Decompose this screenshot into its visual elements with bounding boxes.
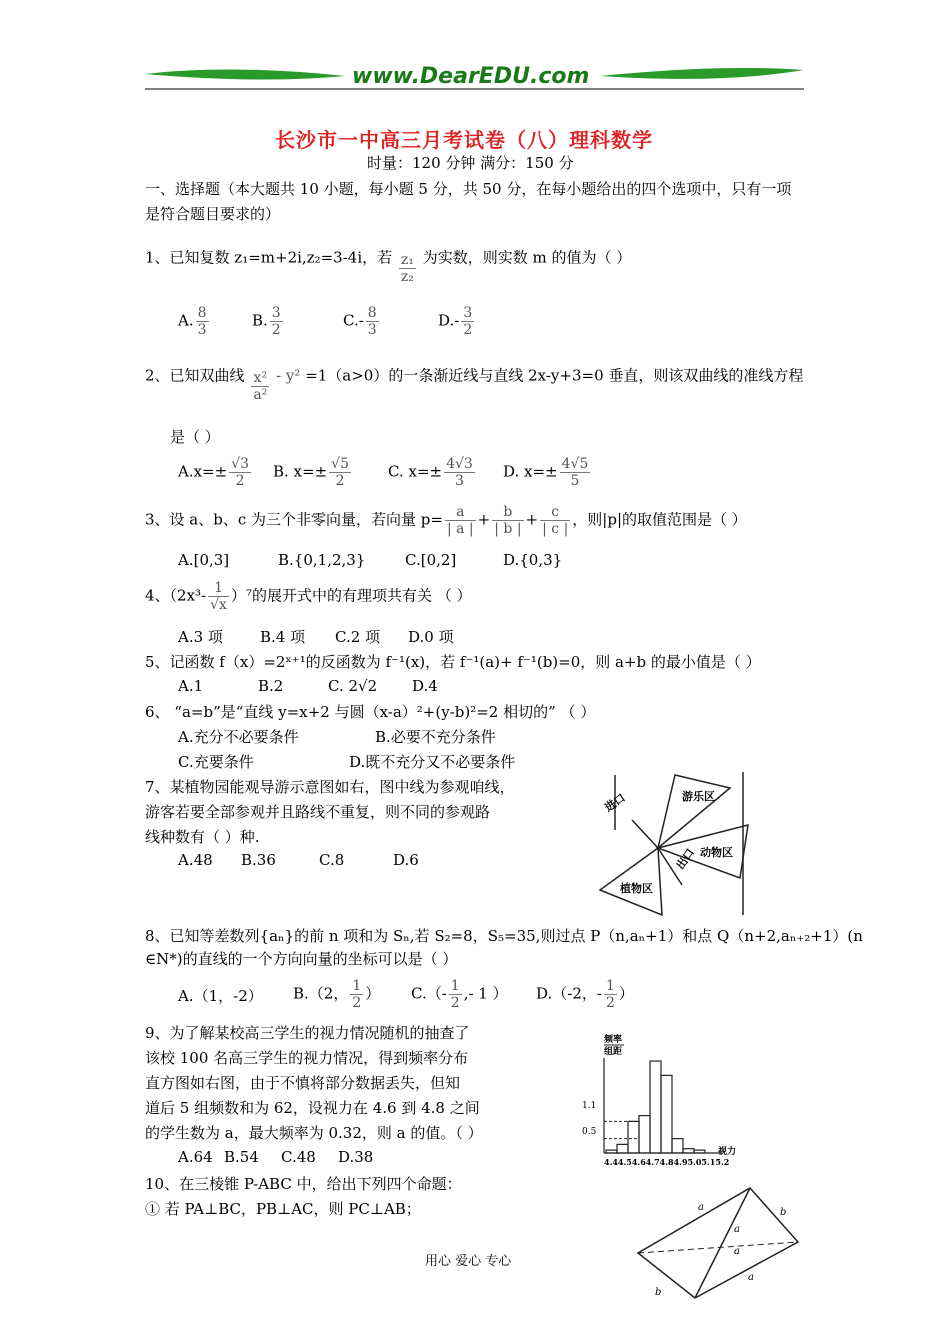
q9-option-b: B.54 [224, 1148, 259, 1166]
hist-ytick-0.5: 0.5 [582, 1127, 597, 1137]
q7-plant-label: 植物区 [620, 882, 653, 895]
page-footer: 用心 爱心 专心 [425, 1254, 512, 1269]
q9-option-c: C.48 [281, 1148, 316, 1166]
q6-option-b: B.必要不充分条件 [375, 728, 496, 746]
header-logo-text[interactable]: www.DearEDU.com [352, 64, 590, 89]
q7-line2: 游客若要全部参观并且路线不重复，则不同的参观路 [145, 803, 491, 821]
hist-xlabel: 视力 [718, 1147, 737, 1157]
q1-option-c: C.- $\frac{8}{3}$ [343, 305, 377, 338]
q10-label-a3: a [734, 1246, 740, 1257]
q10-label-a4: a [748, 1272, 754, 1283]
q2-fraction: $\frac{\text{x²}}{\text{a²}}$ [253, 370, 268, 403]
q3-option-a: A.[0,3] [178, 551, 230, 569]
q7-option-c: C.8 [319, 851, 345, 869]
section1-line1: 一、选择题（本大题共 10 小题，每小题 5 分，共 50 分，在每小题给出的四个选项中，只有一项 [145, 180, 792, 198]
q7-park-label: 游乐区 [682, 790, 715, 803]
q5-option-d: D.4 [412, 677, 438, 695]
q7-line3: 线种数有（ ）种. [145, 828, 260, 846]
q2-option-d: D. x=± $\frac{4√5}{5}$ [503, 456, 589, 489]
page-subtitle: 时量：120 分钟 满分：150 分 [367, 154, 574, 172]
q10-label-a2: a [734, 1224, 740, 1235]
q3-option-c: C.[0,2] [405, 551, 457, 569]
header-right-swoosh [600, 68, 804, 79]
q10-line2: ① 若 PA⊥BC，PB⊥AC，则 PC⊥AB； [145, 1200, 421, 1218]
q10-label-a1: a [698, 1202, 704, 1213]
q9-line1: 9、为了解某校高三学生的视力情况随机的抽查了 [145, 1024, 470, 1042]
q5-option-c: C. 2√2 [328, 677, 378, 695]
q8-line1: 8、已知等差数列{aₙ}的前 n 项和为 Sₙ,若 S₂=8，S₅=35,则过点 P（n,aₙ+1）和点 Q（n+2,aₙ₊₂+1）(n [145, 927, 863, 945]
q8-option-a: A.（1，-2） [178, 987, 263, 1005]
q2-option-a: A.x=± $\frac{√3}{2}$ [178, 456, 250, 489]
q7-exit-label: 出口 [673, 846, 698, 872]
q6-stem: 6、 “a=b”是“直线 y=x+2 与圆（x-a）²+(y-b)²=2 相切的” （ ） [145, 703, 596, 721]
q4-option-d: D.0 项 [408, 628, 454, 646]
q3-stem: 3、设 a、b、c 为三个非零向量，若向量 p= $\frac{a}{| a |}$ + $\frac{b}{| b |}$ + $\frac{c}{| c |}$ ，则|p|的取值范围是（ ） [145, 504, 747, 537]
q4-option-b: B.4 项 [260, 628, 306, 646]
q7-option-b: B.36 [241, 851, 276, 869]
q10-tetrahedron-figure [630, 1180, 810, 1305]
q4-option-a: A.3 项 [178, 628, 223, 646]
q8-option-d: D.（-2，- $\frac{1}{2}$ ） [536, 978, 634, 1011]
q9-line5: 的学生数为 a，最大频率为 0.32，则 a 的值。（ ） [145, 1124, 483, 1142]
q3-option-d: D.{0,3} [503, 551, 563, 569]
q1-option-d: D.- $\frac{3}{2}$ [438, 305, 473, 338]
q6-option-c: C.充要条件 [178, 753, 254, 771]
q7-animal-label: 动物区 [700, 846, 733, 859]
hist-bar-5.1 [683, 1149, 694, 1153]
q8-option-b: B.（2， $\frac{1}{2}$ ） [293, 978, 381, 1011]
q8-option-c: C.（- $\frac{1}{2}$ ,- 1 ） [411, 978, 508, 1011]
q1-option-a: A. $\frac{8}{3}$ [178, 305, 207, 338]
hist-bar-4.5 [617, 1144, 628, 1153]
hist-ylabel-top: 频率 [604, 1035, 623, 1045]
q4-option-c: C.2 项 [335, 628, 381, 646]
q7-entrance-path [632, 820, 658, 848]
hist-ytick-1.1: 1.1 [582, 1101, 597, 1111]
q10-label-b2: b [655, 1287, 662, 1298]
q9-line3: 直方图如右图，由于不慎将部分数据丢失，但知 [145, 1074, 461, 1092]
q5-stem: 5、记函数 f（x）=2ˣ⁺¹的反函数为 f⁻¹(x)，若 f⁻¹(a)+ f⁻¹(b)=0，则 a+b 的最小值是（ ） [145, 653, 761, 671]
q4-stem: 4、（2x³- $\frac{1}{√x}$ ）⁷的展开式中的有理项共有关 （ ） [145, 580, 472, 613]
hist-bar-4.8 [650, 1061, 661, 1153]
q5-option-b: B.2 [258, 677, 284, 695]
q9-histogram [572, 1030, 737, 1170]
q9-line2: 该校 100 名高三学生的视力情况，得到频率分布 [145, 1049, 469, 1067]
q1-pre: 1、已知复数 z₁=m+2i,z₂=3-4i，若 [145, 248, 393, 267]
header-left-swoosh [145, 69, 345, 79]
q7-line1: 7、某植物园能观导游示意图如右，图中线为参观咱线， [145, 778, 515, 796]
hist-bar-4.4 [606, 1150, 617, 1153]
q1-frac-den: z₂ [400, 269, 414, 285]
q10-outline [638, 1188, 798, 1298]
hist-bar-4.6 [628, 1121, 639, 1153]
q3-option-b: B.{0,1,2,3} [278, 551, 366, 569]
q2-option-b: B. x=± $\frac{√5}{2}$ [273, 456, 349, 489]
q8-line2: ∈N*)的直线的一个方向向量的坐标可以是（ ） [145, 950, 458, 968]
hist-xticks: 4.44.54.64.74.84.95.05.15.2 [604, 1157, 730, 1167]
section1-line2: 是符合题目要求的） [145, 205, 281, 223]
q2-option-c: C. x=± $\frac{4√3}{3}$ [388, 456, 473, 489]
q1-frac-num: z₁ [400, 252, 414, 268]
q2-y2: - y² [276, 366, 301, 385]
hist-bar-4.9 [661, 1075, 672, 1153]
page-title: 长沙市一中高三月考试卷（八）理科数学 [275, 128, 653, 152]
q9-line4: 道后 5 组频数和为 62，设视力在 4.6 到 4.8 之间 [145, 1099, 480, 1117]
hist-bar-5.0 [672, 1139, 683, 1153]
q10-line1: 10、在三棱锥 P-ABC 中，给出下列四个命题： [145, 1175, 462, 1193]
q7-map-figure [590, 770, 760, 920]
q7-option-a: A.48 [178, 851, 213, 869]
q9-option-d: D.38 [338, 1148, 374, 1166]
q7-option-d: D.6 [393, 851, 419, 869]
hist-bar-4.7 [639, 1116, 650, 1153]
q2-line2: 是（ ） [170, 428, 220, 446]
q5-option-a: A.1 [178, 677, 204, 695]
q6-option-d: D.既不充分又不必要条件 [349, 753, 516, 771]
q9-option-a: A.64 [178, 1148, 213, 1166]
hist-ylabel-bottom: 组距 [604, 1047, 623, 1057]
q1-fraction [399, 252, 416, 285]
q7-entrance-label: 进口 [602, 791, 628, 815]
hist-bar-5.2 [694, 1150, 705, 1153]
q7-park-zone [658, 775, 730, 848]
q1-stem [145, 242, 632, 285]
q1-option-b: B. $\frac{3}{2}$ [252, 305, 281, 338]
q10-label-b1: b [780, 1207, 787, 1218]
q1-post: 为实数，则实数 m 的值为（ ） [422, 248, 632, 267]
q6-option-a: A.充分不必要条件 [178, 728, 299, 746]
q2-stem: 2、已知双曲线 $\frac{\text{x²}}{\text{a²}}$ - y² =1（a>0）的一条渐近线与直线 2x-y+3=0 垂直，则该双曲线的准线方程 [145, 366, 804, 403]
